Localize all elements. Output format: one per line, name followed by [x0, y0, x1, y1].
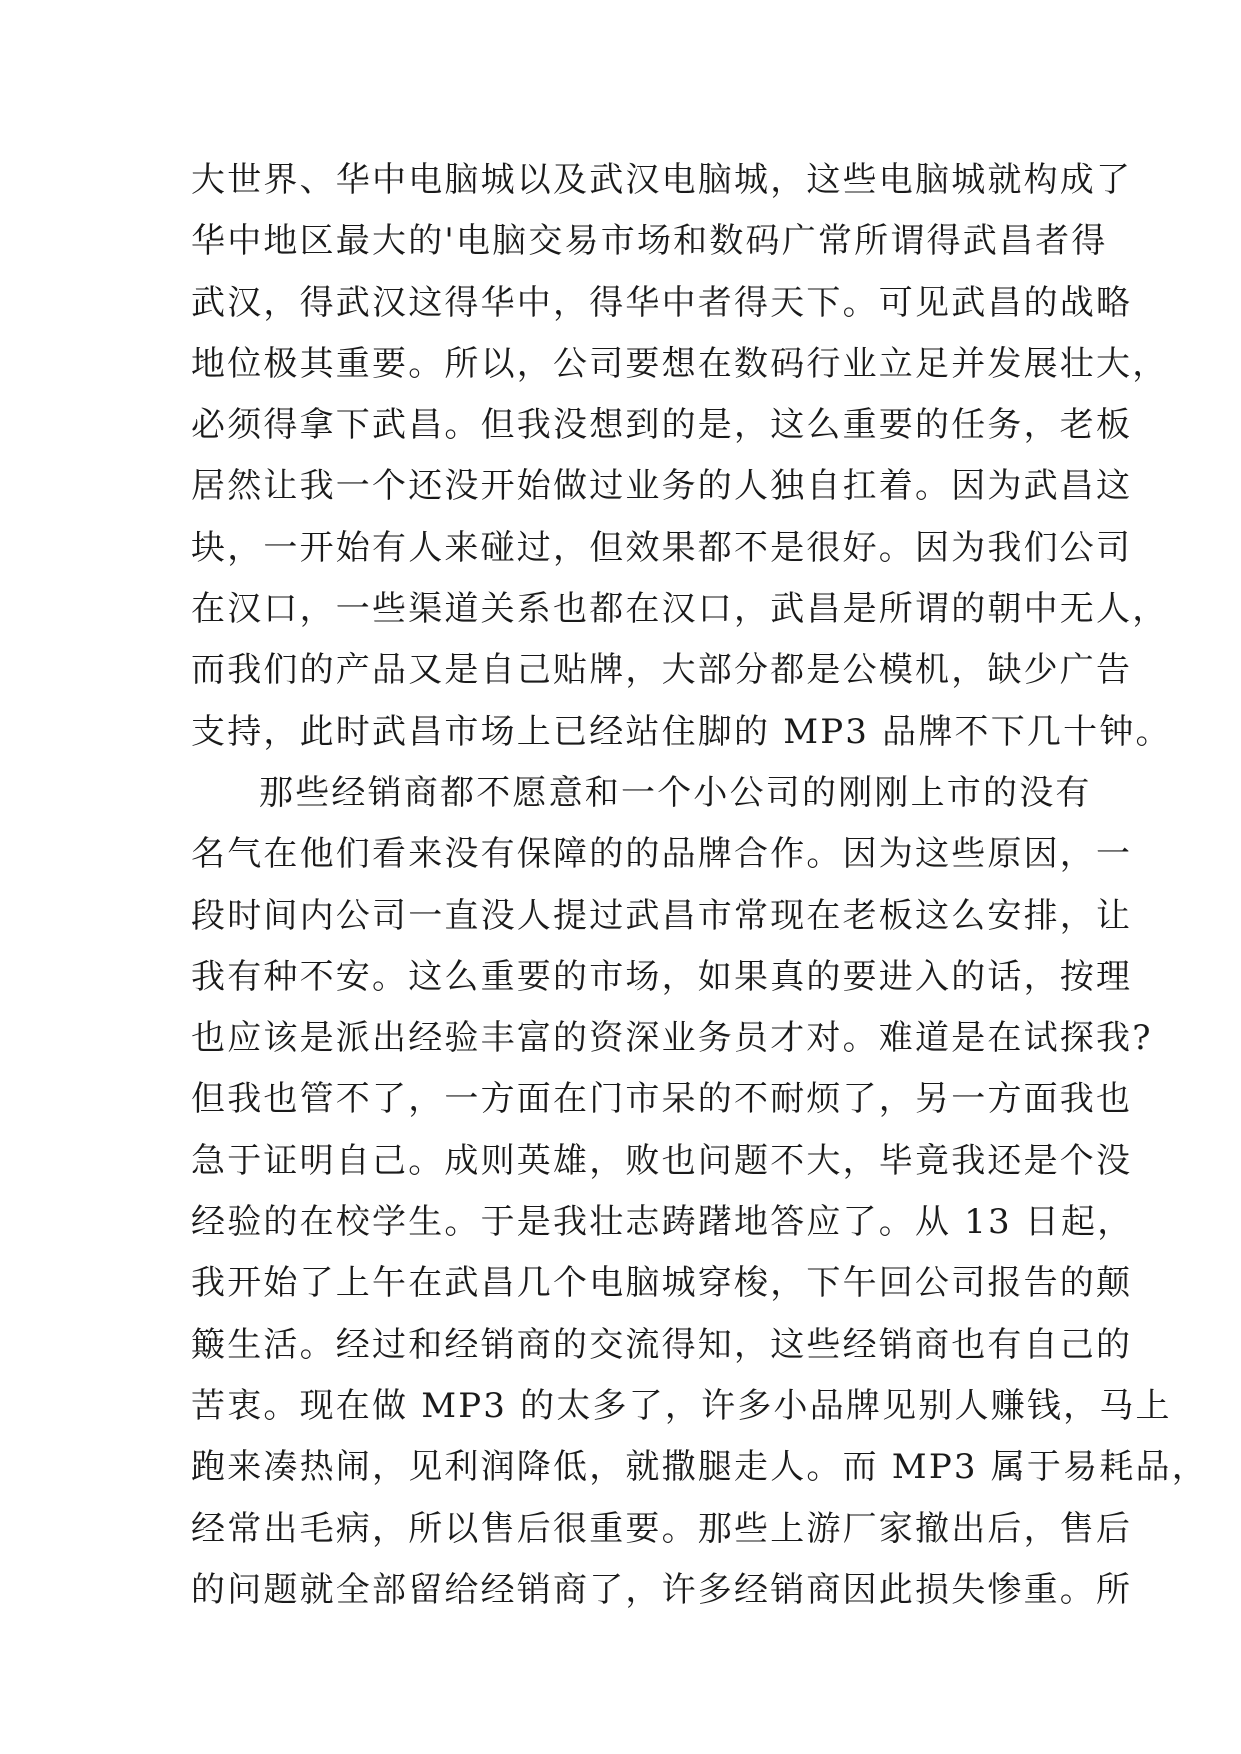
text-line-8: 在汉口，一些渠道关系也都在汉口，武昌是所谓的朝中无人，	[191, 589, 1169, 630]
text-line-24: 的问题就全部留给经销商了，许多经销商因此损失惨重。所	[191, 1569, 1133, 1610]
text-line-3: 武汉，得武汉这得华中，得华中者得天下。可见武昌的战略	[191, 282, 1133, 323]
text-line-7: 块，一开始有人来碰过，但效果都不是很好。因为我们公司	[191, 527, 1133, 568]
text-line-6: 居然让我一个还没开始做过业务的人独自扛着。因为武昌这	[191, 466, 1133, 507]
text-line-22: 跑来凑热闹，见利润降低，就撒腿走人。而 MP3 属于易耗品，	[191, 1447, 1208, 1488]
text-line-14: 我有种不安。这么重要的市场，如果真的要进入的话，按理	[191, 956, 1133, 997]
text-line-19: 我开始了上午在武昌几个电脑城穿梭，下午回公司报告的颠	[191, 1263, 1133, 1304]
text-line-1: 大世界、华中电脑城以及武汉电脑城，这些电脑城就构成了	[191, 160, 1133, 200]
text-line-20: 簸生活。经过和经销商的交流得知，这些经销商也有自己的	[191, 1324, 1133, 1365]
text-line-10: 支持，此时武昌市场上已经站住脚的 MP3 品牌不下几十钟。	[191, 711, 1172, 752]
text-line-21: 苦衷。现在做 MP3 的太多了，许多小品牌见别人赚钱，马上	[191, 1385, 1172, 1426]
text-line-16: 但我也管不了，一方面在门市呆的不耐烦了，另一方面我也	[191, 1079, 1133, 1120]
text-line-4: 地位极其重要。所以，公司要想在数码行业立足并发展壮大，	[191, 343, 1169, 384]
text-line-5: 必须得拿下武昌。但我没想到的是，这么重要的任务，老板	[191, 405, 1133, 446]
text-line-9: 而我们的产品又是自己贴牌，大部分都是公模机，缺少广告	[191, 650, 1133, 691]
text-line-15: 也应该是派出经验丰富的资深业务员才对。难道是在试探我?	[191, 1018, 1153, 1059]
text-line-2: 华中地区最大的'电脑交易市场和数码广常所谓得武昌者得	[191, 221, 1108, 262]
text-line-13: 段时间内公司一直没人提过武昌市常现在老板这么安排，让	[191, 895, 1133, 936]
text-line-18: 经验的在校学生。于是我壮志踌躇地答应了。从 13 日起，	[191, 1202, 1134, 1243]
text-line-12: 名气在他们看来没有保障的的品牌合作。因为这些原因，一	[191, 834, 1133, 875]
text-line-23: 经常出毛病，所以售后很重要。那些上游厂家撤出后，售后	[191, 1508, 1133, 1549]
text-line-17: 急于证明自己。成则英雄，败也问题不大，毕竟我还是个没	[191, 1140, 1133, 1181]
text-line-11-paragraph-start: 那些经销商都不愿意和一个小公司的刚刚上市的没有	[259, 772, 1092, 813]
body-text	[191, 150, 1208, 1621]
